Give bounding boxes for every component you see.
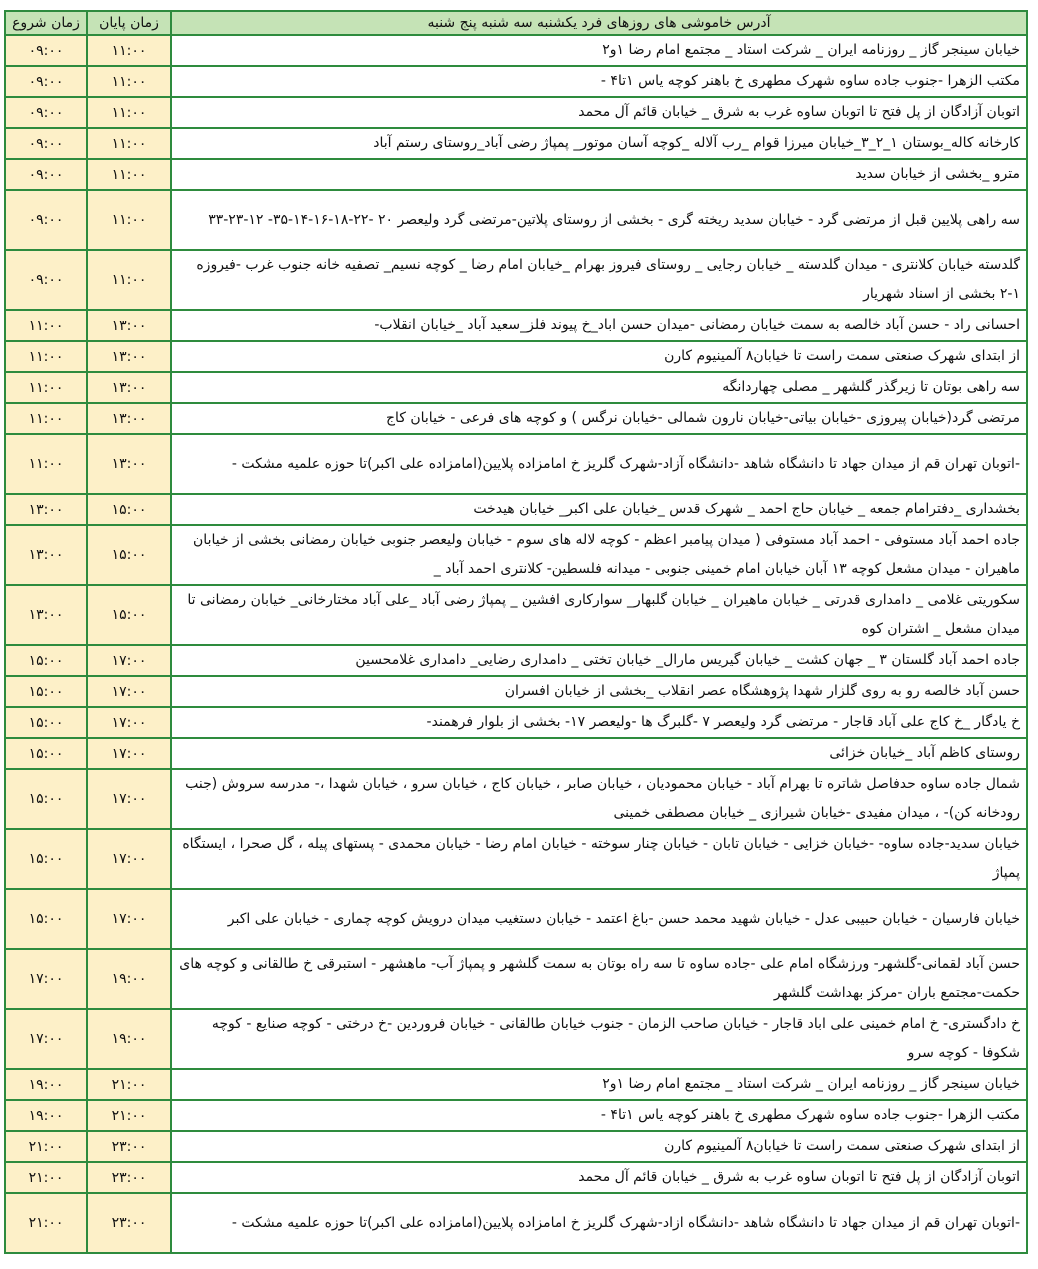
start-time: ۱۳:۰۰ — [5, 494, 87, 525]
end-time: ۱۱:۰۰ — [87, 66, 171, 97]
start-time: ۱۵:۰۰ — [5, 707, 87, 738]
end-time: ۱۱:۰۰ — [87, 250, 171, 310]
end-time: ۲۳:۰۰ — [87, 1131, 171, 1162]
outage-address: خیابان سینجر گاز _ روزنامه ایران _ شرکت استاد _ مجتمع امام رضا ۱و۲ — [171, 1069, 1027, 1100]
table-row — [5, 829, 1027, 889]
start-time: ۰۹:۰۰ — [5, 128, 87, 159]
outage-address: اتوبان آزادگان از پل فتح تا اتوبان ساوه غرب به شرق _ خیابان قائم آل محمد — [171, 97, 1027, 128]
table-row — [5, 97, 1027, 128]
start-time: ۲۱:۰۰ — [5, 1162, 87, 1193]
header-row — [5, 11, 1027, 35]
outage-address: روستای کاظم آباد _خیابان خزائی — [171, 738, 1027, 769]
start-time: ۱۷:۰۰ — [5, 949, 87, 1009]
table-row — [5, 250, 1027, 310]
table-row — [5, 1131, 1027, 1162]
table-row — [5, 434, 1027, 494]
end-time: ۱۳:۰۰ — [87, 341, 171, 372]
start-time: ۱۵:۰۰ — [5, 769, 87, 829]
end-time: ۲۱:۰۰ — [87, 1100, 171, 1131]
table-row — [5, 769, 1027, 829]
outage-address: -اتوبان تهران قم از میدان جهاد تا دانشگاه شاهد -دانشگاه ازاد-شهرک گلریز خ امامزاده پلایین(امامزاده علی اکبر)تا حوزه علمیه مشکت - — [171, 1193, 1027, 1253]
end-time: ۱۷:۰۰ — [87, 676, 171, 707]
outage-address: خ یادگار _خ کاج علی آباد قاجار - مرتضی گرد ولیعصر ۷ -گلبرگ ها -ولیعصر ۱۷- بخشی از بلوار فرهمند- — [171, 707, 1027, 738]
start-time: ۰۹:۰۰ — [5, 250, 87, 310]
end-time: ۱۵:۰۰ — [87, 585, 171, 645]
start-time: ۱۱:۰۰ — [5, 403, 87, 434]
outage-address: از ابتدای شهرک صنعتی سمت راست تا خیابان۸ آلمینیوم کارن — [171, 341, 1027, 372]
start-time: ۰۹:۰۰ — [5, 35, 87, 66]
outage-address: جاده احمد آباد مستوفی - احمد آباد مستوفی ( میدان پیامبر اعظم - کوچه لاله های سوم - خیابان ولیعصر جنوبی خیابان رمضانی بخشی از خیابان ماهیران - میدان مشعل کوچه ۱۳ آبان خیابان امام خمینی جنوبی - میدانه فلسطین- کلانتری احمد آباد _ — [171, 525, 1027, 585]
end-time: ۱۵:۰۰ — [87, 494, 171, 525]
outage-address: از ابتدای شهرک صنعتی سمت راست تا خیابان۸ آلمینیوم کارن — [171, 1131, 1027, 1162]
outage-address: مکتب الزهرا -جنوب جاده ساوه شهرک مطهری خ باهنر کوچه یاس ۱تا۴ - — [171, 66, 1027, 97]
end-time: ۲۱:۰۰ — [87, 1069, 171, 1100]
end-time: ۲۳:۰۰ — [87, 1193, 171, 1253]
end-time: ۱۷:۰۰ — [87, 707, 171, 738]
start-time-column-header: زمان شروع — [5, 11, 87, 35]
end-time: ۱۹:۰۰ — [87, 949, 171, 1009]
start-time: ۱۷:۰۰ — [5, 1009, 87, 1069]
outage-address: خیابان سینجر گاز _ روزنامه ایران _ شرکت استاد _ مجتمع امام رضا ۱و۲ — [171, 35, 1027, 66]
start-time: ۰۹:۰۰ — [5, 159, 87, 190]
start-time: ۱۱:۰۰ — [5, 434, 87, 494]
outage-address: جاده احمد آباد گلستان ۳ _ جهان کشت _ خیابان گیریس مارال_ خیابان تختی _ دامداری رضایی_ دامداری غلامحسین — [171, 645, 1027, 676]
outage-address: خیابان سدید-جاده ساوه- -خیابان خزایی - خیابان تابان - خیابان چنار سوخته - خیابان امام رضا - خیابان محمدی - پستهای پیله ، گل صحرا ، ایستگاه پمپاژ — [171, 829, 1027, 889]
table-row — [5, 676, 1027, 707]
start-time: ۰۹:۰۰ — [5, 97, 87, 128]
outage-address: مترو _بخشی از خیابان سدید — [171, 159, 1027, 190]
outage-address: سه راهی بوتان تا زیرگذر گلشهر _ مصلی چهاردانگه — [171, 372, 1027, 403]
end-time: ۱۵:۰۰ — [87, 525, 171, 585]
outage-address: بخشداری _دفترامام جمعه _ خیابان حاج احمد _ شهرک قدس _خیابان علی اکبر_ خیابان هیدخت — [171, 494, 1027, 525]
outage-address: مرتضی گرد(خیابان پیروزی -خیابان بیاتی-خیابان نارون شمالی -خیابان نرگس ) و کوچه های فرعی - خیابان کاج — [171, 403, 1027, 434]
start-time: ۱۳:۰۰ — [5, 525, 87, 585]
end-time: ۱۷:۰۰ — [87, 738, 171, 769]
end-time: ۱۹:۰۰ — [87, 1009, 171, 1069]
outage-address: سکوریتی غلامی _ دامداری قدرتی _ خیابان ماهیران _ خیابان گلبهار_ سوارکاری افشین _ پمپاژ رضی آباد _علی آباد مختارخانی_ خیابان رمضانی تا میدان مشعل _ اشتران کوه — [171, 585, 1027, 645]
outage-address: خ دادگستری- خ امام خمینی علی اباد قاجار - خیابان صاحب الزمان - جنوب خیابان طالقانی - خیابان فروردین -خ درختی - کوچه صنایع - کوچه شکوفا - کوچه سرو — [171, 1009, 1027, 1069]
start-time: ۲۱:۰۰ — [5, 1193, 87, 1253]
outage-address: حسن آباد لقمانی-گلشهر- ورزشگاه امام علی -جاده ساوه تا سه راه بوتان به سمت گلشهر و پمپاژ آب- ماهشهر - استبرقی خ طالقانی و کوچه های حکمت-مجتمع باران -مرکز بهداشت گلشهر — [171, 949, 1027, 1009]
end-time: ۲۳:۰۰ — [87, 1162, 171, 1193]
table-row — [5, 889, 1027, 949]
outage-schedule — [4, 10, 1026, 1254]
start-time: ۱۵:۰۰ — [5, 645, 87, 676]
outage-address: خیابان فارسیان - خیابان حبیبی عدل - خیابان شهید محمد حسن -باغ اعتمد - خیابان دستغیب میدان درویش کوچه چماری - خیابان علی اکبر — [171, 889, 1027, 949]
outage-address: حسن آباد خالصه رو به روی گلزار شهدا پژوهشگاه عصر انقلاب _بخشی از خیابان افسران — [171, 676, 1027, 707]
end-time: ۱۳:۰۰ — [87, 372, 171, 403]
table-row — [5, 310, 1027, 341]
table-row — [5, 159, 1027, 190]
outage-address: مکتب الزهرا -جنوب جاده ساوه شهرک مطهری خ باهنر کوچه یاس ۱تا۴ - — [171, 1100, 1027, 1131]
table-row — [5, 525, 1027, 585]
outage-table — [4, 10, 1028, 1254]
end-time: ۱۷:۰۰ — [87, 645, 171, 676]
start-time: ۱۱:۰۰ — [5, 341, 87, 372]
end-time: ۱۷:۰۰ — [87, 889, 171, 949]
table-row — [5, 707, 1027, 738]
start-time: ۰۹:۰۰ — [5, 66, 87, 97]
end-time: ۱۳:۰۰ — [87, 434, 171, 494]
end-time: ۱۱:۰۰ — [87, 190, 171, 250]
start-time: ۱۵:۰۰ — [5, 738, 87, 769]
start-time: ۱۵:۰۰ — [5, 889, 87, 949]
outage-address: گلدسته خیابان کلانتری - میدان گلدسته _ خیابان رجایی _ روستای فیروز بهرام _خیابان امام رضا _ کوچه نسیم_ تصفیه خانه جنوب غرب -فیروزه ۱-۲ بخشی از اسناد شهریار — [171, 250, 1027, 310]
end-time-column-header: زمان پایان — [87, 11, 171, 35]
end-time: ۱۱:۰۰ — [87, 35, 171, 66]
table-row — [5, 341, 1027, 372]
end-time: ۱۷:۰۰ — [87, 769, 171, 829]
table-row — [5, 403, 1027, 434]
address-column-header: آدرس خاموشی های روزهای فرد یکشنبه سه شنبه پنج شنبه — [171, 11, 1027, 35]
table-row — [5, 1162, 1027, 1193]
outage-address: -اتوبان تهران قم از میدان جهاد تا دانشگاه شاهد -دانشگاه آزاد-شهرک گلریز خ امامزاده پلایین(امامزاده علی اکبر)تا حوزه علمیه مشکت - — [171, 434, 1027, 494]
outage-address: کارخانه کاله_بوستان ۱_۲_۳_خیابان میرزا قوام _رب آلاله _کوچه آسان موتور_ پمپاژ رضی آباد_روستای رستم آباد — [171, 128, 1027, 159]
table-row — [5, 645, 1027, 676]
start-time: ۱۹:۰۰ — [5, 1069, 87, 1100]
table-row — [5, 949, 1027, 1009]
start-time: ۰۹:۰۰ — [5, 190, 87, 250]
outage-address: شمال جاده ساوه حدفاصل شاتره تا بهرام آباد - خیابان محمودیان ، خیابان صابر ، خیابان کاج ، خیابان سرو ، خیابان شهدا ،- مدرسه سروش (جنب رودخانه کن)- ، میدان مفیدی -خیابان شیرازی _ خیابان مصطفی خمینی — [171, 769, 1027, 829]
table-row — [5, 1069, 1027, 1100]
table-row — [5, 372, 1027, 403]
table-row — [5, 35, 1027, 66]
outage-address: اتوبان آزادگان از پل فتح تا اتوبان ساوه غرب به شرق _ خیابان قائم آل محمد — [171, 1162, 1027, 1193]
start-time: ۱۱:۰۰ — [5, 310, 87, 341]
table-row — [5, 190, 1027, 250]
end-time: ۱۳:۰۰ — [87, 310, 171, 341]
end-time: ۱۱:۰۰ — [87, 97, 171, 128]
outage-address: سه راهی پلایین قبل از مرتضی گرد - خیابان سدید ریخته گری - بخشی از روستای پلاتین-مرتضی گرد ولیعصر ۲۰ -۲۲-۱۸-۱۶-۱۴-۳۵- ۱۲-۲۳-۳۳ — [171, 190, 1027, 250]
outage-address: احسانی راد - حسن آباد خالصه به سمت خیابان رمضانی -میدان حسن اباد_خ پیوند فلز_سعید آباد _خیابان انقلاب- — [171, 310, 1027, 341]
start-time: ۱۳:۰۰ — [5, 585, 87, 645]
end-time: ۱۱:۰۰ — [87, 159, 171, 190]
end-time: ۱۱:۰۰ — [87, 128, 171, 159]
table-row — [5, 128, 1027, 159]
table-row — [5, 494, 1027, 525]
start-time: ۱۵:۰۰ — [5, 676, 87, 707]
start-time: ۲۱:۰۰ — [5, 1131, 87, 1162]
table-row — [5, 1193, 1027, 1253]
end-time: ۱۳:۰۰ — [87, 403, 171, 434]
start-time: ۱۹:۰۰ — [5, 1100, 87, 1131]
end-time: ۱۷:۰۰ — [87, 829, 171, 889]
table-row — [5, 1100, 1027, 1131]
table-row — [5, 1009, 1027, 1069]
table-row — [5, 585, 1027, 645]
table-row — [5, 66, 1027, 97]
table-body — [5, 35, 1027, 1253]
start-time: ۱۱:۰۰ — [5, 372, 87, 403]
start-time: ۱۵:۰۰ — [5, 829, 87, 889]
table-row — [5, 738, 1027, 769]
